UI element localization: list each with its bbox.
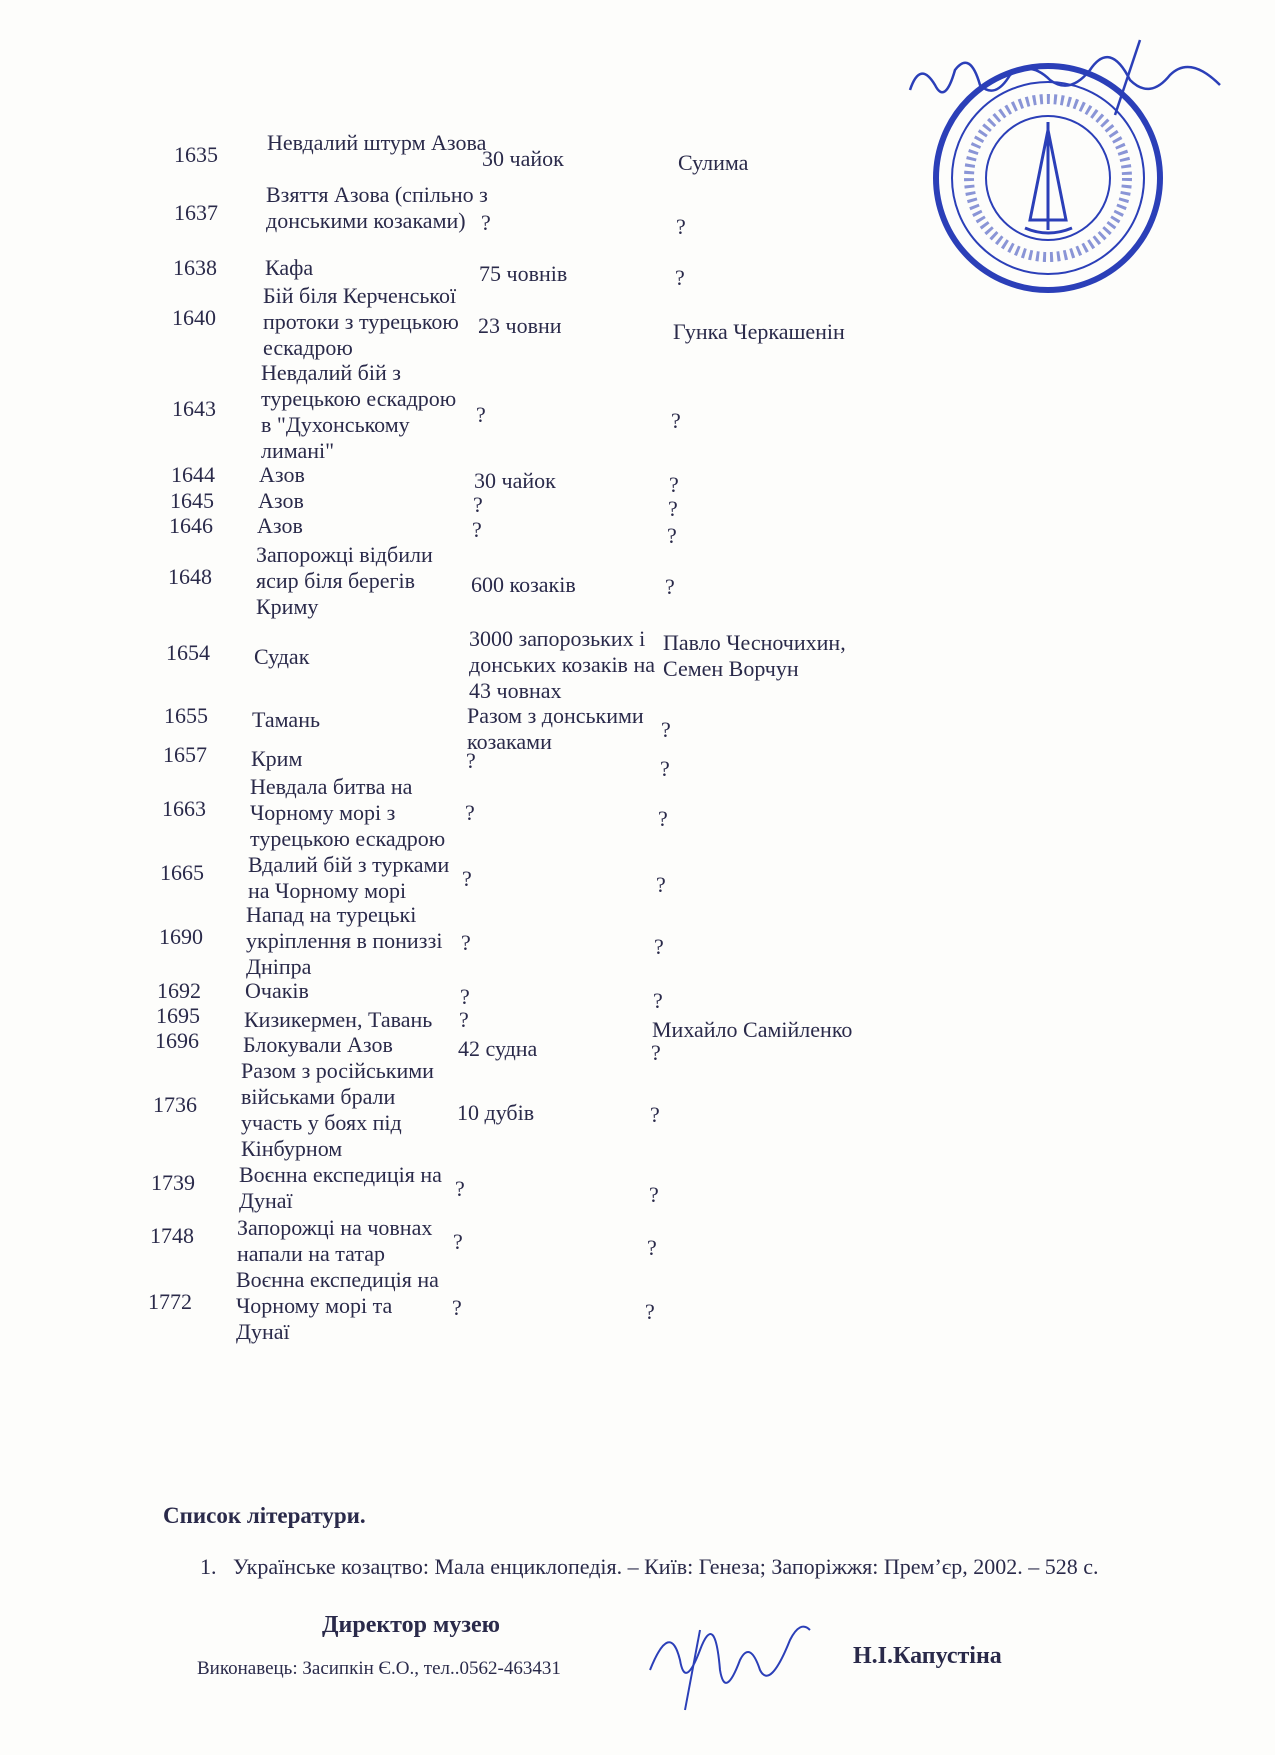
year-cell: 1644 xyxy=(171,462,215,487)
leader-cell: ? xyxy=(669,472,679,497)
year-cell: 1663 xyxy=(162,796,206,821)
year-cell: 1637 xyxy=(174,200,218,225)
vessels-cell: ? xyxy=(453,1229,463,1254)
leader-cell: ? xyxy=(650,1102,660,1127)
year-cell: 1772 xyxy=(148,1289,192,1314)
event-cell: Крим xyxy=(251,746,303,771)
event-cell: Невдалий бій з турецькою ескадрою в "Духонському лимані" xyxy=(261,360,457,463)
vessels-cell: ? xyxy=(481,210,491,235)
year-cell: 1648 xyxy=(168,564,212,589)
year-cell: 1692 xyxy=(157,978,201,1003)
vessels-cell: ? xyxy=(465,800,475,825)
year-cell: 1635 xyxy=(174,142,218,167)
leader-cell: Сулима xyxy=(678,150,749,175)
leader-cell: ? xyxy=(676,214,686,239)
year-cell: 1655 xyxy=(164,703,208,728)
leader-cell: ? xyxy=(658,806,668,831)
event-cell: Разом з російськими військами брали участь у боях під Кінбурном xyxy=(241,1058,434,1161)
director-name: Н.І.Капустіна xyxy=(853,1643,1002,1669)
event-cell: Кафа xyxy=(265,255,314,280)
leader-cell: ? xyxy=(647,1235,657,1260)
year-cell: 1748 xyxy=(150,1223,194,1248)
seal-signature-icon xyxy=(900,30,1240,120)
leader-cell: ? xyxy=(645,1299,655,1324)
leader-cell: ? xyxy=(660,756,670,781)
vessels-cell: ? xyxy=(452,1295,462,1320)
executor-footer: Виконавець: Засипкін Є.О., тел..0562-463431 xyxy=(197,1658,561,1679)
vessels-cell: ? xyxy=(472,517,482,542)
year-cell: 1645 xyxy=(170,488,214,513)
vessels-cell: ? xyxy=(466,748,476,773)
leader-cell: Михайло Самійленко xyxy=(652,1017,853,1042)
vessels-cell: ? xyxy=(459,1007,469,1032)
leader-cell: ? xyxy=(654,934,664,959)
year-cell: 1690 xyxy=(159,924,203,949)
event-cell: Запорожці на човнах напали на татар xyxy=(237,1215,433,1266)
vessels-cell: 42 судна xyxy=(458,1036,538,1061)
vessels-cell: 23 човни xyxy=(478,313,562,338)
year-cell: 1654 xyxy=(166,640,210,665)
year-cell: 1640 xyxy=(172,305,216,330)
vessels-cell: ? xyxy=(461,930,471,955)
leader-cell: Гунка Черкашенін xyxy=(673,319,845,344)
vessels-cell: 10 дубів xyxy=(457,1100,535,1125)
event-cell: Азов xyxy=(259,462,305,487)
leader-cell: ? xyxy=(675,265,685,290)
vessels-cell: ? xyxy=(476,402,486,427)
event-cell: Воєнна експедиція на Чорному морі та Дунаї xyxy=(236,1267,439,1344)
vessels-cell: ? xyxy=(460,984,470,1009)
event-cell: Невдала битва на Чорному морі з турецькою ескадрою xyxy=(250,774,446,851)
year-cell: 1739 xyxy=(151,1170,195,1195)
vessels-cell: 30 чайок xyxy=(482,146,564,171)
event-cell: Воєнна експедиція на Дунаї xyxy=(239,1162,442,1213)
vessels-cell: 3000 запорозьких і донських козаків на 43 човнах xyxy=(469,626,655,703)
year-cell: 1696 xyxy=(155,1028,199,1053)
leader-cell: Павло Чесночихин, Семен Ворчун xyxy=(663,630,846,681)
event-cell: Блокували Азов xyxy=(243,1032,393,1057)
event-cell: Азов xyxy=(258,488,304,513)
event-cell: Невдалий штурм Азова xyxy=(267,130,487,155)
event-cell: Азов xyxy=(257,513,303,538)
event-cell: Напад на турецькі укріплення в пониззі Дніпра xyxy=(246,902,443,979)
event-cell: Вдалий бій з турками на Чорному морі xyxy=(248,852,450,903)
vessels-cell: 75 човнів xyxy=(479,261,568,286)
year-cell: 1736 xyxy=(153,1092,197,1117)
director-position: Директор музею xyxy=(322,1612,500,1638)
leader-cell: ? xyxy=(667,523,677,548)
vessels-cell: ? xyxy=(473,492,483,517)
leader-cell: ? xyxy=(671,408,681,433)
vessels-cell: ? xyxy=(462,866,472,891)
year-cell: 1695 xyxy=(156,1003,200,1028)
event-cell: Бій біля Керченської протоки з турецькою ескадрою xyxy=(263,283,459,360)
vessels-cell: 600 козаків xyxy=(471,572,576,597)
event-cell: Судак xyxy=(254,644,310,669)
event-cell: Очаків xyxy=(245,978,309,1003)
leader-cell: ? xyxy=(661,717,671,742)
event-cell: Запорожці відбили ясир біля берегів Криму xyxy=(256,542,433,619)
vessels-cell: 30 чайок xyxy=(474,468,556,493)
event-cell: Тамань xyxy=(252,707,320,732)
leader-cell: ? xyxy=(649,1182,659,1207)
vessels-cell: Разом з донськими козаками xyxy=(467,703,644,754)
year-cell: 1665 xyxy=(160,860,204,885)
leader-cell: ? xyxy=(651,1040,661,1065)
literature-item: 1. Українське козацтво: Мала енциклопедія. – Київ: Генеза; Запоріжжя: Прем’єр, 2002. – 528 с. xyxy=(200,1554,1099,1579)
year-cell: 1643 xyxy=(172,396,216,421)
leader-cell: ? xyxy=(653,988,663,1013)
literature-heading: Список літератури. xyxy=(163,1503,366,1528)
event-cell: Взяття Азова (спільно з донськими козаками) xyxy=(266,182,488,233)
director-signature-icon xyxy=(640,1600,820,1720)
year-cell: 1657 xyxy=(163,742,207,767)
leader-cell: ? xyxy=(665,574,675,599)
leader-cell: ? xyxy=(668,496,678,521)
leader-cell: ? xyxy=(656,872,666,897)
year-cell: 1646 xyxy=(169,513,213,538)
year-cell: 1638 xyxy=(173,255,217,280)
event-cell: Кизикермен, Тавань xyxy=(244,1007,433,1032)
vessels-cell: ? xyxy=(455,1176,465,1201)
